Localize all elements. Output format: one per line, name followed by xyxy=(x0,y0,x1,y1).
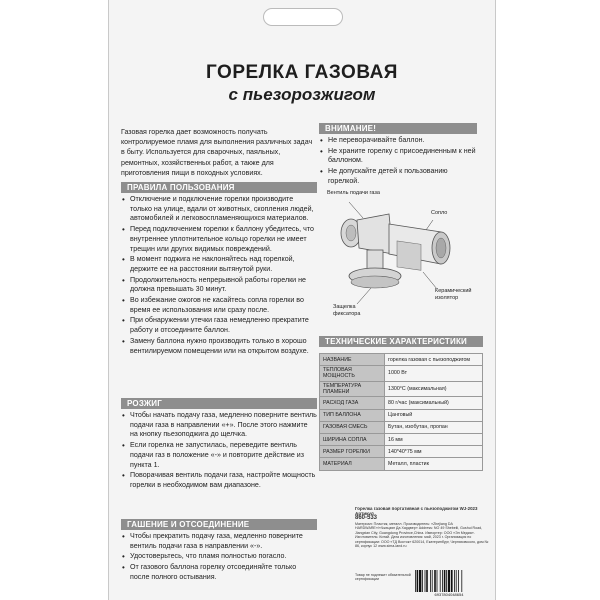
spec-key: МАТЕРИАЛ xyxy=(320,458,385,470)
table-row xyxy=(320,397,483,409)
list-item: • Перед подключением горелки к баллону убедитесь, что внутреннее уплотнительное кольцо горелки не имеет трещин или других видимых повреждений. xyxy=(121,225,317,254)
table-row xyxy=(320,354,483,366)
article-number: 860-533 xyxy=(355,515,378,521)
list-item: • Не допускайте детей к пользованию горелкой. xyxy=(319,167,477,186)
barcode-icon xyxy=(413,570,485,592)
spec-value: 80 г/час (максимальный) xyxy=(385,397,483,409)
list-item: • Во избежание ожогов не касайтесь сопла горелки во время ее использования или сразу после. xyxy=(121,296,317,315)
list-item: • Чтобы начать подачу газа, медленно поверните вентиль подачи газа в направлении «+». После этого нажмите на кнопку пьезоподжига до щелчка. xyxy=(121,411,317,440)
rules-section xyxy=(121,182,317,357)
barcode-number: 6937804048654 xyxy=(434,592,464,597)
spec-value: 1300°С (максимальная) xyxy=(385,381,483,397)
list-item: • Не переворачивайте баллон. xyxy=(319,136,477,146)
spec-value: Бутан, изобутан, пропан xyxy=(385,421,483,433)
product-info-title: Горелка газовая портативная с пьезоподжигом WJ-2023 xyxy=(355,506,478,511)
spec-value: горелка газовая с пьезоподжигом xyxy=(385,354,483,366)
spec-value: 140*40*75 мм xyxy=(385,446,483,458)
table-row xyxy=(320,366,483,382)
shutdown-heading: ГАШЕНИЕ И ОТСОЕДИНЕНИЕ xyxy=(121,519,317,530)
list-item: • В момент поджига не наклоняйтесь над горелкой, держите ее на расстоянии вытянутой руки. xyxy=(121,255,317,274)
spec-value: Металл, пластик xyxy=(385,458,483,470)
specs-heading: ТЕХНИЧЕСКИЕ ХАРАКТЕРИСТИКИ xyxy=(319,336,483,347)
page-subtitle: с пьезорозжигом xyxy=(228,85,376,104)
spec-value: 16 мм xyxy=(385,433,483,445)
certification-note: Товар не подлежит обязательной сертификации xyxy=(355,573,411,582)
hang-hole xyxy=(263,8,343,26)
label-latch: Защелка фиксатора xyxy=(333,304,361,317)
list-item: • Удостоверьтесь, что пламя полностью погасло. xyxy=(121,552,317,562)
ignition-list xyxy=(121,411,317,491)
spec-key: ТЕПЛОВАЯ МОЩНОСТЬ xyxy=(320,366,385,382)
ignition-section xyxy=(121,398,317,492)
list-item: • Продолжительность непрерывной работы горелки не должна превышать 30 минут. xyxy=(121,276,317,295)
list-item: • От газового баллона горелку отсоединяйте только после полного остывания. xyxy=(121,563,317,582)
rules-heading: ПРАВИЛА ПОЛЬЗОВАНИЯ xyxy=(121,182,317,193)
table-row xyxy=(320,409,483,421)
product-info-body: Материал: Пластик, металл. Производитель: «Zhejiang DA HARDWARE»/«Чжэцзян Да Хардвер» Address: NO 49 Shebeili, Gushui Road, Jiangxian City, Guangdong Province,China. Импортер: ООО «Эл Медиа». Изготовитель: Китай. Дата изготовления: май, 2023 г. Организация по сертификации: ООО «ТД Восток» 620014, Екатеринбург, Черняховского, дом № 86, корпус 12 www.sima-land.ru xyxy=(355,521,489,548)
list-item: • При обнаружении утечки газа немедленно прекратите работу и отсоедините баллон. xyxy=(121,316,317,335)
page-title: ГОРЕЛКА ГАЗОВАЯ xyxy=(206,62,398,83)
ignition-heading: РОЗЖИГ xyxy=(121,398,317,409)
label-valve: Вентиль подачи газа xyxy=(327,190,380,196)
article-label: Артикул xyxy=(355,510,374,516)
list-item: • Замену баллона нужно производить только в хорошо вентилируемом помещении или на открытом воздухе. xyxy=(121,337,317,356)
table-row xyxy=(320,433,483,445)
spec-key: НАЗВАНИЕ xyxy=(320,354,385,366)
spec-key: РАСХОД ГАЗА xyxy=(320,397,385,409)
shutdown-section xyxy=(121,519,317,584)
table-row xyxy=(320,446,483,458)
package-card xyxy=(108,0,496,600)
rules-list xyxy=(121,195,317,356)
specs-table xyxy=(319,353,483,471)
spec-key: ТИП БАЛЛОНА xyxy=(320,409,385,421)
table-row xyxy=(320,381,483,397)
intro-text: Газовая горелка дает возможность получать контролируемое пламя для выполнения различных задач в быту. Используется для сварочных, паяльных, ремонтных, хозяйственных работ, а также для приготовления пищи в походных условиях. xyxy=(121,128,313,177)
warning-list xyxy=(319,136,477,187)
list-item: • Не храните горелку с присоединенным к ней баллоном. xyxy=(319,147,477,166)
list-item: • Чтобы прекратить подачу газа, медленно поверните вентиль подачи газа в направлении «-». xyxy=(121,532,317,551)
spec-value: 1000 Вт xyxy=(385,366,483,382)
list-item: • Поворачивая вентиль подачи газа, настройте мощность горелки в необходимом вам диапазоне. xyxy=(121,471,317,490)
specs-section xyxy=(319,336,483,471)
product-info xyxy=(355,506,490,549)
burner-diagram xyxy=(319,188,483,328)
warning-heading: ВНИМАНИЕ! xyxy=(319,123,477,134)
warning-section xyxy=(319,123,477,188)
spec-key: ШИРИНА СОПЛА xyxy=(320,433,385,445)
spec-key: ТЕМПЕРАТУРА ПЛАМЕНИ xyxy=(320,381,385,397)
table-row xyxy=(320,421,483,433)
list-item: • Отключение и подключение горелки производите только на улице, вдали от животных, скопления людей, автомобилей и легковоспламеняющихся материалов. xyxy=(121,195,317,224)
label-insulator: Керамический изолятор xyxy=(435,288,472,301)
spec-value: Цанговый xyxy=(385,409,483,421)
table-row xyxy=(320,458,483,470)
shutdown-list xyxy=(121,532,317,583)
list-item: • Если горелка не запустилась, переведите вентиль подачи газ в положение «-» и повторите действие из пункта 1. xyxy=(121,441,317,470)
spec-key: РАЗМЕР ГОРЕЛКИ xyxy=(320,446,385,458)
spec-key: ГАЗОВАЯ СМЕСЬ xyxy=(320,421,385,433)
label-nozzle: Сопло xyxy=(431,210,448,216)
